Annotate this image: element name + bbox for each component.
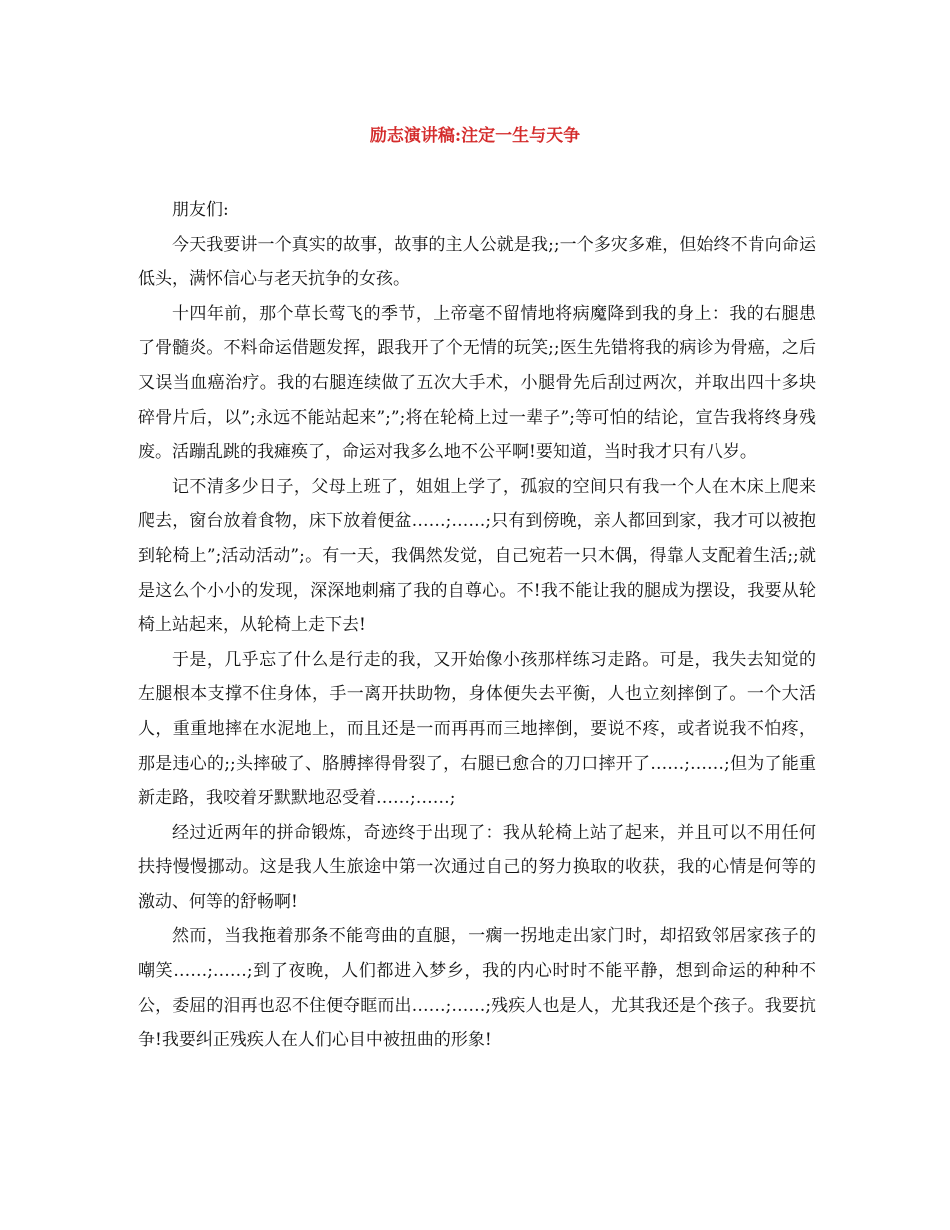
paragraph: 记不清多少日子，父母上班了，姐姐上学了，孤寂的空间只有我一个人在木床上爬来爬去，窗台放着食物，床下放着便盆……;……;只有到傍晚，亲人都回到家，我才可以被抱到轮椅上”;活动活动”;。有一天，我偶然发觉，自己宛若一只木偶，得靠人支配着生活;;就是这么个小小的发现，深深地刺痛了我的自尊心。不!我不能让我的腿成为摆设，我要从轮椅上站起来，从轮椅上走下去!	[138, 476, 816, 636]
paragraph: 今天我要讲一个真实的故事，故事的主人公就是我;;一个多灾多难，但始终不肯向命运低头，满怀信心与老天抗争的女孩。	[138, 234, 816, 290]
paragraph: 十四年前，那个草长莺飞的季节，上帝毫不留情地将病魔降到我的身上：我的右腿患了骨髓炎。不料命运借题发挥，跟我开了个无情的玩笑;;医生先错将我的病诊为骨癌，之后又误当血癌治疗。我的右腿连续做了五次大手术，小腿骨先后刮过两次，并取出四十多块碎骨片后，以”;永远不能站起来”;”;将在轮椅上过一辈子”;等可怕的结论，宣告我将终身残废。活蹦乱跳的我瘫痪了，命运对我多么地不公平啊!要知道，当时我才只有八岁。	[138, 303, 816, 463]
paragraph: 然而，当我拖着那条不能弯曲的直腿，一瘸一拐地走出家门时，却招致邻居家孩子的嘲笑……;……;到了夜晚，人们都进入梦乡，我的内心时时不能平静，想到命运的种种不公，委屈的泪再也忍不住便夺眶而出……;……;残疾人也是人，尤其我还是个孩子。我要抗争!我要纠正残疾人在人们心目中被扭曲的形象!	[138, 926, 816, 1051]
paragraph: 于是，几乎忘了什么是行走的我，又开始像小孩那样练习走路。可是，我失去知觉的左腿根本支撑不住身体，手一离开扶助物，身体便失去平衡，人也立刻摔倒了。一个大活人，重重地摔在水泥地上，而且还是一而再再而三地摔倒，要说不疼，或者说我不怕疼，那是违心的;;头摔破了、胳膊摔得骨裂了，右腿已愈合的刀口摔开了……;……;但为了能重新走路，我咬着牙默默地忍受着……;……;	[138, 649, 816, 809]
document-body	[138, 193, 816, 1058]
paragraph: 经过近两年的拼命锻炼，奇迹终于出现了：我从轮椅上站了起来，并且可以不用任何扶持慢慢挪动。这是我人生旅途中第一次通过自己的努力换取的收获，我的心情是何等的激动、何等的舒畅啊!	[138, 822, 816, 912]
document-title: 励志演讲稿:注定一生与天争	[369, 126, 581, 146]
paragraph-greeting: 朋友们:	[172, 200, 229, 220]
